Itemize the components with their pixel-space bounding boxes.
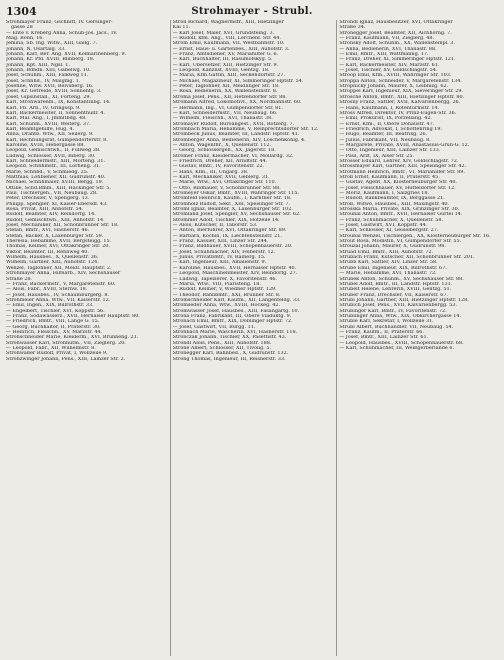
directory-entry: Karl, Beamtgehilfe, Hug. 4. [6,126,75,132]
directory-entry: — Hans, Kaufmann, I, Rotenturmstr. 14. [339,105,440,111]
directory-entry: — Leopold, Hausbes., XVIII, Schopenhauerstr. 68. [339,340,464,346]
directory-entry: — Michael, Magazineur, XI, Simmeringer Hptstr. 54. [172,78,304,84]
directory-entry: Stromschneider Karl, Kaufm., XII, Längenfeldg. 33. [172,297,301,303]
directory-entry: — Ente v. Kreberg Anna, Schuh-Jos. Jacs., IV. [6,30,118,36]
directory-entry: Karl, Schuhm., XVIII, Weiterg. 37. [6,121,91,127]
directory-entry: — Friedrich, Advokat, I, Schottenring 19. [339,126,443,132]
directory-entry: — Karl, Schuhmacher, III, Weißgerberlände 6. [339,345,455,351]
directory-entry: Strommer Adolf, Tischler, XIX, Hofzeile 14. [172,217,280,223]
directory-entry: — Gustav, Agent, XX, Klosterneuburger Str. 40. [339,180,457,186]
column-1 [4,20,167,656]
directory-entry: Strondl Alois, Pens., XIII, Auhofstr. 188. [172,340,272,346]
directory-entry: Strombeck Julius, Beamter, III, Landstr. Hptstr. 41. [172,132,300,138]
directory-entry: — Hermann, Ing., VI, Gumpendorfer Str. 81. [172,105,283,111]
directory-columns [4,20,500,656]
directory-entry: — Margarete, Private, XVIII, Anastasius-Grün-G. 12. [339,142,470,148]
directory-entry: Strohmayer Franz, Gschnitt, IV. Gersinger- [6,20,113,25]
directory-entry: Kai 11. [172,25,191,31]
directory-entry: Strohzwinger Johann, Pens., XIII, Lainzer Str. 2. [6,356,126,362]
directory-entry: — Marie, Wtw., XVI, Ottakringer Str. 110. [172,180,277,186]
directory-entry: Michael, Schnhmaier, XVIII, Bergg. 19. [6,180,104,186]
directory-entry: Stroß, Witwe, Hausbes., XIII, Maxingstr. 40. [339,201,450,207]
directory-entry: — Georg, Schlossergeh., XX, Jägerstr. 18. [172,148,276,154]
directory-entry: Strubek Anton, Schuhm., XV, Sechshauser Str. 88. [339,276,464,282]
directory-entry: Ludwig, Schlosser, XVII, Biberg. 30. [6,153,96,159]
directory-entry: — Josef, Schuhmacher, XIV, Felberstr. 12. [172,249,276,255]
directory-entry: — Josef, Gastwirt, VII, Burgg. 11. [172,324,256,330]
directory-entry: Josef, Mechaniker, XII, Schönbrunner Str. 18. [6,223,119,229]
directory-entry: — Karl, Übersetzer, XIII, Hietzinger Str. 9. [172,62,279,68]
page-number: 1304 [6,4,37,18]
directory-entry: Stropnický Johann, Maurer, X, Leibnizg. 62. [339,84,449,90]
directory-entry: — Karl Josef, Maler, XVI, Grundsteing. 3. [172,30,275,36]
directory-entry: — Rudolf, kfm. Ang., VIII, Lerchenf. Str. 44. [172,36,281,42]
directory-entry: — Ernst, Haus- u. Gartenbes., XIII, Auhofstr. 3. [172,46,290,52]
directory-entry: Stroll Richard, Wagnermstr., XIII, Hietzinger [172,20,284,25]
directory-entry: — Otto, Ingenieur, XIII, Lainzer Str. 133. [339,148,441,154]
directory-entry: Strombach Maria, Hebamme, V, Reinprechtsdorfer Str. 12. [172,126,319,132]
directory-entry: Johann, Karl, Ber. Ang. XVII, Kolmarinenberg. 9. [6,52,127,58]
directory-entry: Stronegger Karl, Bahnbed., X, Gudrunstr. 132. [172,351,289,357]
directory-entry: Rosa, Privat, XIII, Anhofstr. 54. [6,207,84,213]
directory-entry: Karl, Fb. Arb., IV, Gringssp. 9. [6,105,81,111]
directory-entry: Johann, N. Osartalg. 33. [6,46,66,52]
directory-entry: — Gustav, Bmtr., IV, Favoritenstr. 22. [172,164,264,170]
directory-entry: Stromayer Rudolf, Büroangest., XVII, Rötzerg. 7. [172,121,295,127]
directory-entry: — Friedrich, Bmtr., VIII, Lange G. 15. [6,319,100,325]
directory-entry: — Alois, Kutscher, II, Taborstr. 53. [172,223,258,229]
directory-entry: Matthias, Lohbiener, XII, Gudrunstr. 40. [6,174,106,180]
directory-entry: Karl, Schneidermstr., XIII, Mörteng. 31. [6,158,106,164]
directory-entry: Josefine, Witw. XVII, Belvsberg. 16. [6,84,94,90]
directory-entry: Karoline, XVIII, Hebergasse 88. [6,142,85,148]
directory-entry: Strong Thomas, Ingenieur, III, Reisnerstr. 33. [172,356,286,362]
directory-entry: Strossmayer Karl, Gärtner, XIII, Speisinger Str. 42. [339,164,467,170]
directory-entry: Wilhelm, Hausbes., X, Quellenstr. 36. [6,255,99,261]
directory-entry: Stroml Ignaz, Beamter, X, Laxenburger Str. 102. [172,207,293,213]
directory-entry: Josef, Schuhm., XIII, Falkweg 11. [6,73,89,79]
directory-entry: Strubb Karl, Sattler, XIV, Linzer Str. 58. [339,260,438,266]
directory-entry: Struad Emil, Bmtr., XIII, Auhofstr. 72. [339,249,433,255]
directory-entry: Stromann Alfred, Lokomotivf., XX, Nordbahnstr. 60. [172,100,302,106]
directory-entry: — Franz, Kassier, XIII, Linzer Str. 244. [172,239,269,245]
directory-entry: Thomas, Kellner, XVI, Ottakringer Str. 20. [6,244,110,250]
directory-entry: — Emil, Prokurist, IX, Porzellang. 42. [339,116,432,122]
directory-entry: Johann, Kpt. XIII, Ngsl. 1. [6,62,70,68]
page-header [6,4,498,18]
directory-entry: — Josef, Hausbes., IV, Schaumburgerg. 8. [6,292,110,298]
directory-entry: — Josef, Tischler, XV, Goldschlagstr. 54. [339,68,438,74]
directory-entry: — Anna, Bedienerin, XVI, Thaliastr. 88. [339,46,437,52]
directory-entry: Jemina, Sb. Ing. Witw., XIII, Gallg. 7. [6,41,98,47]
directory-entry: Stronegger Josef, Beamter, XII, Aichhorng. 7. [339,30,452,36]
column-3 [336,20,500,656]
directory-entry: Stross Alfred, Direktor, IV, Prinz-Eugen-Str. 36. [339,110,457,116]
directory-entry: Stromseder Anna, Wtw., XVIII, Hockeg. 42. [172,303,281,309]
directory-entry: gasse 28 [11,25,33,31]
directory-entry: Straße 28. [6,276,33,282]
directory-entry: — Josef, Gastwirt, XVI, Koppstr. 44. [339,223,428,229]
directory-entry: Strubl Albert, Buchhändler, VII, Neubaug. 54. [339,324,454,330]
directory-entry: Strubach Franz, Kutscher, XII, Schönbrunner Str. 201. [339,255,475,261]
directory-entry: — Karl, Buchhalter, III, Rasumofskyg. 5. [172,57,273,63]
directory-entry: Josef, Gipsinstall., XI, Forteng. 29. [6,94,92,100]
directory-entry: — Franz, Sodawasserz., XVII, Hernalser Hauptstr. 80. [6,313,140,319]
directory-entry: Strosser Eduard, Lehrer, XIV, Goldschlagstr. 72. [339,158,459,164]
directory-entry: Strondl Ignaz, Hausbesitzer, XVI, Ottakringer [339,20,453,25]
directory-entry: — Karl, Bäckermeister, XIV, Märzstr. 61. [339,62,440,68]
directory-entry: — Georg, Buchhalter, II, Praterstr. 30. [6,324,101,330]
directory-entry: Stromwasser Josef, Hausbes., XIII, Fasangartg. 10. [172,308,300,314]
directory-entry: Strout Rosa, Modistin, VI, Gumpendorfer Str. 55. [339,239,462,245]
directory-entry: Stroubal Wenzel, Tischlergeh., XX, Klosterneuburger Str. 16. [339,233,491,239]
directory-entry: — Franz, Schuhmacher, X, Quellenstr. 58. [339,217,444,223]
directory-entry: Rudolf, Gemischtwh., XIII, Anhofstr. 14. [6,217,105,223]
directory-entry: Leopold, Gemischtwh., II, Fullweg 38. [6,148,101,154]
directory-entry: Ottilie, Schd.Bmm., XIII, Hackinger Str. 5. [6,185,111,191]
directory-entry: Stroužal Johann, Maurer, X, Gudrunstr. 98. [339,244,446,250]
directory-entry: — Hans, Kfm., III, Ungarg. 38. [172,169,249,175]
directory-entry: Straße 34. [339,25,366,31]
directory-entry: Stromfeld Heinrich, Kaufm., I, Kärntner Str. 18. [172,196,292,202]
directory-entry: Stromeyer Oskar, Bmtr., XVIII, Währinger Str. 115. [172,191,299,196]
directory-entry: — Emil, Bmtr., XIII, Wattmanng. 17. [339,52,429,58]
directory-entry: Struble Karl, Sekretär, I, Wollzeile 31. [339,319,434,325]
directory-entry: Strouhal Anton, Bmtr., XVII, Hernalser Gürtel 14. [339,212,463,218]
directory-entry: Strosche Anton, Bmtr., XIII, Hietzinger Hptstr. 80. [339,94,465,100]
directory-entry: Wilhelm, Gärtner, XIII, Auhofstr. 124. [6,260,99,266]
directory-entry: Wenzel, Taglöhner, XII, Meidl. Hauptstr. 2. [6,265,112,271]
directory-entry: Marie, Schnbd., V, Schmiedg. 25. [6,169,89,175]
directory-entry: Strüber Franz, Drechsler, VII, Kaiserstr. 67. [339,292,449,298]
directory-entry: Stromberger Anna, Bedienerin, XIV, Löschenkohlg. 4. [172,137,306,143]
directory-entry: Strotmann Heinrich, Bmtr., VI, Mariahilfer Str. 89. [339,169,465,175]
directory-entry: Strubi Johann, Gärtner, XIII, Hietzinger Hptstr. 128. [339,297,469,303]
directory-entry: Johann, Kr. Pfd. XVIII, Blinberg. 18. [6,57,95,63]
directory-entry: — Karl, Ingenieur, XIII, Amalienstr. 9. [172,260,267,266]
directory-entry: Johann, Bdndn. XIII, Gabelwg. 10. [6,68,91,74]
directory-entry: — Emil, Ingen., XIX, Billrothstr. 33. [6,303,94,309]
directory-entry: Stefan, Bäcker, X, Laxenburger Str. 59. [6,233,104,239]
directory-entry: — Engelbert, Tischler, XVI, Koppstr. 56. [6,308,105,314]
directory-entry: — Marie, Hebamme, XVI, Thaliastr. 72. [339,271,437,277]
running-head: Strohmayer - Strubl. [191,5,313,17]
directory-entry: Karl, Mal. Ang., I, Jmmltbdg. 48. [6,116,87,122]
directory-entry: — Moriz, Kaufmann, I, Salzgries 18. [339,191,430,196]
directory-entry: Strubich Josef, Pens., XVII, Kalvarienbergg. 53. [339,303,457,309]
directory-entry: Strublinger Anna, Wtw., XIX, Obkirchergasse 14. [339,313,462,319]
directory-entry: — Franz, Bildhauer, XVIII, Schopenhauerstr. 20. [172,244,293,250]
directory-entry: — Karl, Schneidermstr., VII, Neubaug. 66. [172,110,278,116]
column-2 [170,20,334,656]
directory-entry: Anna, Drahtb. Wtw., XII, Seilerg. 9. [6,132,94,138]
directory-entry: — Karl, Schlosser, XI, Geiselbergstr. 27. [339,228,439,234]
directory-entry: Rudolf, Beamter, XIV, Reindorfg. 14. [6,212,96,218]
directory-entry: Viktor, Beamter, III, Rennweg 40. [6,249,89,255]
directory-entry: — Josef, Bmtr., XIII, Lainzer Str. 61. [339,335,429,341]
directory-entry: Strubinger Karl, Bmtr., IV, Favoritenstr. 72. [339,308,447,314]
directory-entry: Theresia, Hebamme, XVII, Bergsteigg. 15. [6,239,112,245]
directory-entry: — Julius, Fabrikant, VII, Neubaug. 8. [339,137,431,143]
directory-entry: — Leopold, Maschinenmeister, XIV, Reindorfg. 27. [172,271,298,277]
directory-entry: — Franz, Kaufm., II, Praterstr. 66. [339,329,424,335]
directory-entry: — Peter, Taglöhner, XII, Meidlinger Str. 18. [172,84,280,90]
directory-entry: — Josef, Fleischhauer, XV, Hütteldorfer Str. 12. [339,185,456,191]
directory-entry: Stronczak Johann, Tischler, XX, Pasettistr. 43. [172,335,287,341]
directory-entry: Stronach Emil, Bmtr., XIX, Döblinger Hptstr. 72. [172,319,293,325]
directory-entry: — Friedrich, Dreher, XII, Arndtstr. 44. [172,158,268,164]
directory-entry: Strosska Maria, Private, XIX, Grinzinger Str. 30. [339,207,460,213]
directory-entry: — Maria, Wtw., VIII, Piaristeng. 18. [172,281,261,287]
directory-entry: — Wilhelm, Fleischh., XVI, Thaliastr. 38. [172,116,273,122]
directory-entry: — Franz, Bäckermstr., V, Margaretenstr. 60. [6,281,116,287]
directory-entry: Strom Emil, Kaufmann, VII, Westbahnstr. 10. [172,41,285,47]
directory-entry: — Otto, Bildhauer, V, Schönbrunner Str. 88. [172,185,281,191]
directory-entry: — Rudolf, Bankbeamter, IX, Berggasse 21. [339,196,445,202]
directory-entry: — Franz, Amtsdiener, XV, Mariahilfer G. 6. [172,52,279,58]
directory-entry: — Maria, Kfm.Gattin, XIII, Seckendorfstr. 27. [172,73,285,79]
directory-entry: Stromholz Rudolf, Sekr., XIII, Speisinger Str. 7. [172,201,290,207]
directory-entry: Leopold, Schnhmstr., III, Lorheng. 31. [6,164,101,170]
directory-entry: Stromer Franz, Kleidermacher, VI, Mollardg. 32. [172,153,294,159]
directory-entry: — Leopold, Kanzlist, XVIII, Gentzg. 18. [172,68,270,74]
directory-entry: Karl, Strohwarenm., IX, Konstantinbg. 14. [6,100,111,106]
directory-entry: Strona Franz, Fabrikant, III, Obere Viaduktg. 9. [172,313,292,319]
directory-entry: Philipp, Spengler, XI, Kaiser-Ebersdf. 43. [6,201,108,207]
directory-entry: Peter, Drechsler, V, Spengerg. 13. [6,196,90,202]
directory-entry: — Anton, Wagenfhr., X, Quellenstr. 112. [172,142,272,148]
directory-entry: Stronbach Marie, Wäscherin, XVI, Hasnerstr. 118. [172,329,298,335]
directory-entry: Strohmeier Anna, Wtw., VII, Kaiserstr. 12. [6,297,111,303]
directory-entry: — Anton, Bierführer, XVI, Ottakringer Str. 89. [172,228,287,234]
directory-entry: Strubel Adolf, Bmtr., III, Landstr. Hptstr. 131. [339,281,453,287]
directory-entry: — Hugo, Beamter, III, Beatrixg. 26. [339,132,428,138]
directory-entry: Stroppel Karl, Ingenieur, XIX, Sieveringer Str. 29. [339,89,464,95]
directory-entry: Strubelt Helene, Lehrerin, XVIII, Gentzg. 51. [339,287,452,293]
directory-entry: Stroppa Anton, Schneider, V, Margaretenstr. 134. [339,78,462,84]
directory-entry: — Rosa, Bedienerin, XX, Wallensteinstr. 8. [172,89,278,95]
directory-entry: — Ernst, Kfm., II, Obere Donaustr. 47. [339,121,435,127]
directory-entry: Stromland Josef, Spengler, XV, Sechshauser Str. 62. [172,212,301,218]
directory-entry: — Barbara, Köchin, IX, Liechtensteinstr. 21. [172,233,282,239]
directory-entry: — Franz, Dreher, XI, Simmeringer Hptstr. 121. [339,57,456,63]
directory-entry: Strone Albert, Schlosser, XII, Tivolig. 5. [172,345,271,351]
directory-entry: Karl, Bäckermeister, II, Sonnenthüllr. 4. [6,110,105,116]
directory-entry: — Leopold, Fabr., XII, Wilhelmstr. 8. [6,345,96,351]
directory-entry: — Heinrich, Fleischh., XV, Märzstr. 44. [6,329,103,335]
directory-entry: Stefan, Bmtr., XVI, Hasnerstr. 46. [6,228,90,234]
directory-entry: Stroß Ernst, Kaufmann, II, Praterstr. 45. [339,174,440,180]
directory-entry: Stroma Josef, Pens., XII, Hetzendorfer Str. 88. [172,94,287,100]
directory-entry: — Karl, Mechaniker, XVII, Geblerg. 31. [172,174,270,180]
directory-entry: Josef, Schnhd., IV, Maigmg. 1. [6,78,81,84]
directory-entry: — Ludwig, Tapezierer, X, Favoritenstr. 46. [172,276,277,282]
directory-entry: — Theodor, Bahnbmtr., XXI, Brünner Str. 8. [172,292,281,298]
directory-entry: — Alois, Fabr., XVIII, Sternw. 18. [6,287,88,293]
directory-entry: Strube Emil, Ingenieur, XIX, Billrothstr. 67. [339,265,447,271]
directory-entry: Strohmayer Anna, Hilfsarb., XIV, Sechshauser [6,271,121,277]
directory-entry: — Julius, Privatbmtr., IV, Rainerg. 15. [172,255,266,261]
directory-entry: — Franz, Kaufmann, VII, Zieglerg. 48. [339,36,435,42]
directory-entry: Paul, Tischlergeh., VII, Neubaug. 28. [6,191,98,196]
directory-entry: — Karoline, Hausbes., XVII, Hernalser Hptstr. 40. [172,265,297,271]
directory-entry: Strohwasser Karl, Strohhutm., VII, Zieglerg. 20. [6,340,126,346]
directory-entry: Stronsky Adolf, Schuhm., XX, Wallensteinpl. 3. [339,41,455,47]
directory-entry: Strohschneider Marie, Kleiderm., XVI, Brunneng. 21. [6,335,139,341]
directory-entry: Josef, Kr. Getreide, XVIII, Sonnenfg. 3. [6,89,102,95]
directory-entry: Strohwaßer Rudolf, Privat, I, Wollzeile 9. [6,351,108,357]
directory-entry: Stroop Emil, Kfm., XVIII, Währinger Str. 103. [339,73,452,79]
directory-entry: Karl, Rechnungsrat, Gumpendorferstr. 8. [6,137,108,143]
directory-entry: — Paul, Arzt, IX, Alser Str. 25. [339,153,415,159]
directory-entry: Strosny Franz, Sattler, XVII, Kalvarienbergg. 26. [339,100,461,106]
directory-entry: Mag. Bonn, 16. [6,36,44,42]
directory-entry: — Rudolf, Kellner, V, Wiedner Hptstr. 129. [172,287,277,293]
